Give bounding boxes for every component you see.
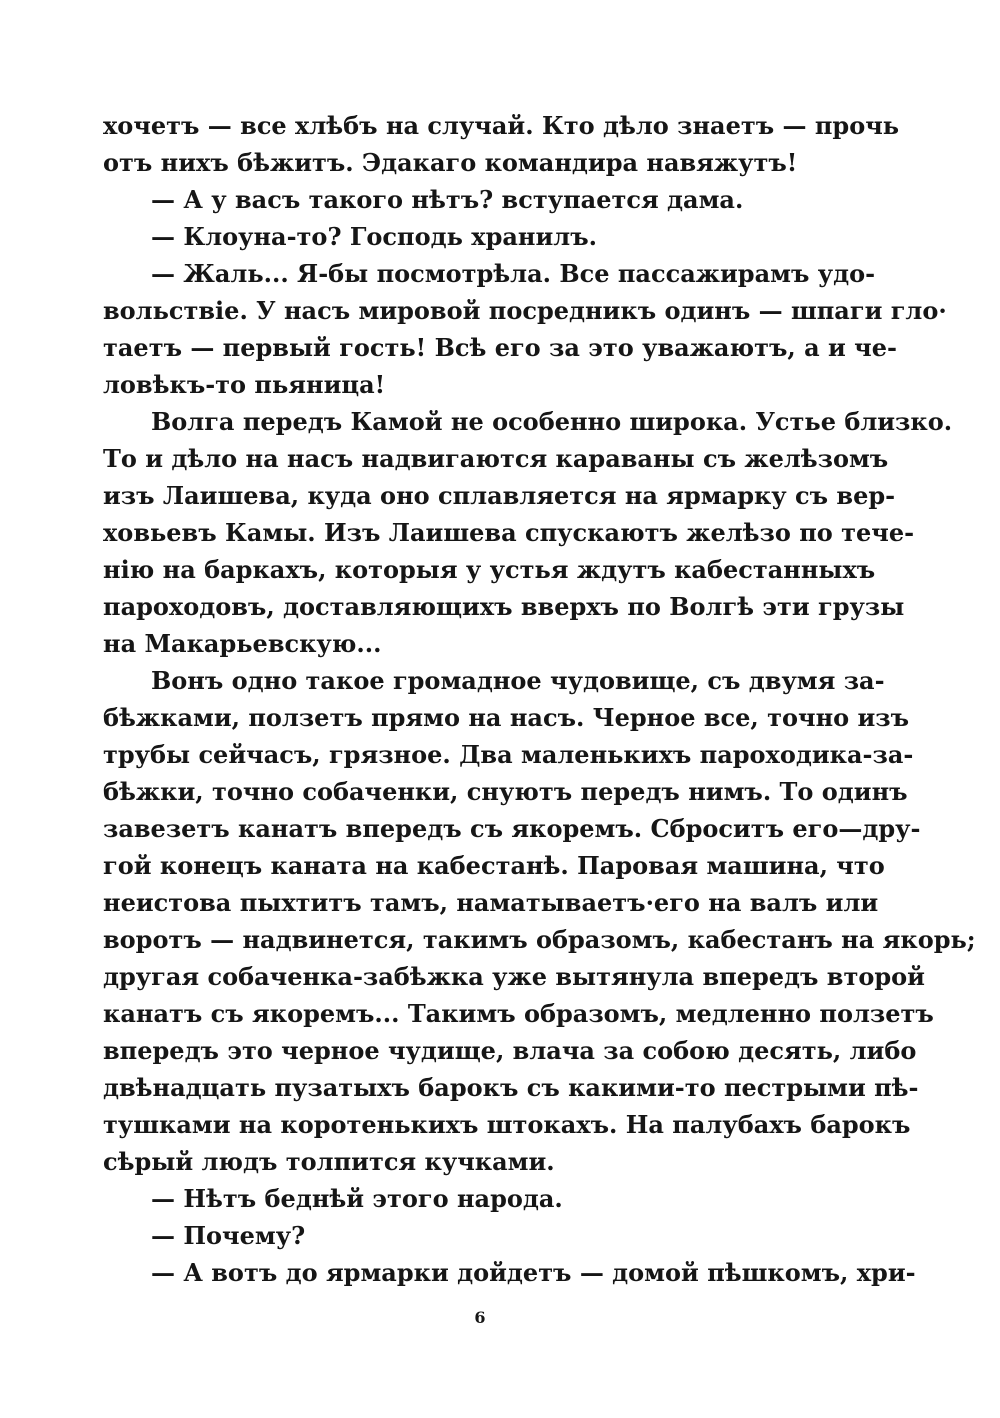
text-line: — А вотъ до ярмарки дойдетъ — домой пѣшкомъ, хри- bbox=[151, 1258, 916, 1287]
text-line: То и дѣло на насъ надвигаются караваны съ желѣзомъ bbox=[103, 444, 889, 473]
text-line: тушками на коротенькихъ штокахъ. На палубахъ барокъ bbox=[103, 1110, 911, 1139]
text-line: — Нѣтъ беднѣй этого народа. bbox=[151, 1184, 563, 1213]
text-line: — Жаль... Я-бы посмотрѣла. Все пассажирамъ удо- bbox=[151, 259, 876, 288]
text-line: воротъ — надвинется, такимъ образомъ, кабестанъ на якорь; bbox=[103, 925, 976, 954]
text-line: хочетъ — все хлѣбъ на случай. Кто дѣло знаетъ — прочь bbox=[103, 111, 900, 140]
text-line: ловѣкъ-то пьяница! bbox=[103, 370, 386, 399]
text-line: другая собаченка-забѣжка уже вытянула впередъ второй bbox=[103, 962, 925, 991]
text-line: бѣжки, точно собаченки, снуютъ передъ нимъ. То одинъ bbox=[103, 777, 908, 806]
text-line: Вонъ одно такое громадное чудовище, съ двумя за- bbox=[151, 666, 885, 695]
text-line: бѣжками, ползетъ прямо на насъ. Черное все, точно изъ bbox=[103, 703, 910, 732]
text-line: пароходовъ, доставляющихъ вверхъ по Волгѣ эти грузы bbox=[103, 592, 905, 621]
text-line: — Почему? bbox=[151, 1221, 306, 1250]
text-line: сѣрый людъ толпится кучками. bbox=[103, 1147, 555, 1176]
text-line: завезетъ канатъ впередъ съ якоремъ. Сброситъ его—дру- bbox=[103, 814, 921, 843]
text-line: на Макарьевскую... bbox=[103, 629, 382, 658]
text-line: вольствіе. У насъ мировой посредникъ одинъ — шпаги гло· bbox=[103, 296, 947, 325]
text-line: — А у васъ такого нѣтъ? вступается дама. bbox=[151, 185, 744, 214]
text-line: — Клоуна-то? Господь хранилъ. bbox=[151, 222, 597, 251]
text-line: гой конецъ каната на кабестанѣ. Паровая машина, что bbox=[103, 851, 885, 880]
body-text bbox=[103, 107, 976, 1291]
text-line: изъ Лаишева, куда оно сплавляется на ярмарку съ вер- bbox=[103, 481, 896, 510]
text-line: отъ нихъ бѣжитъ. Эдакаго командира навяжутъ! bbox=[103, 148, 798, 177]
text-line: канатъ съ якоремъ... Такимъ образомъ, медленно ползетъ bbox=[103, 999, 934, 1028]
text-line: трубы сейчасъ, грязное. Два маленькихъ пароходика-за- bbox=[103, 740, 914, 769]
text-line: Волга передъ Камой не особенно широка. Устье близко. bbox=[151, 407, 953, 436]
text-line: таетъ — первый гость! Всѣ его за это уважаютъ, а и че- bbox=[103, 333, 897, 362]
page-number: 6 bbox=[474, 1308, 486, 1327]
text-line: впередъ это черное чудище, влача за собою десять, либо bbox=[103, 1036, 917, 1065]
text-line: двѣнадцать пузатыхъ барокъ съ какими-то пестрыми пѣ- bbox=[103, 1073, 919, 1102]
text-line: нію на баркахъ, которыя у устья ждутъ кабестанныхъ bbox=[103, 555, 876, 584]
text-line: ховьевъ Камы. Изъ Лаишева спускаютъ желѣзо по тече- bbox=[103, 518, 915, 547]
text-line: неистова пыхтитъ тамъ, наматываетъ·его на валъ или bbox=[103, 888, 879, 917]
